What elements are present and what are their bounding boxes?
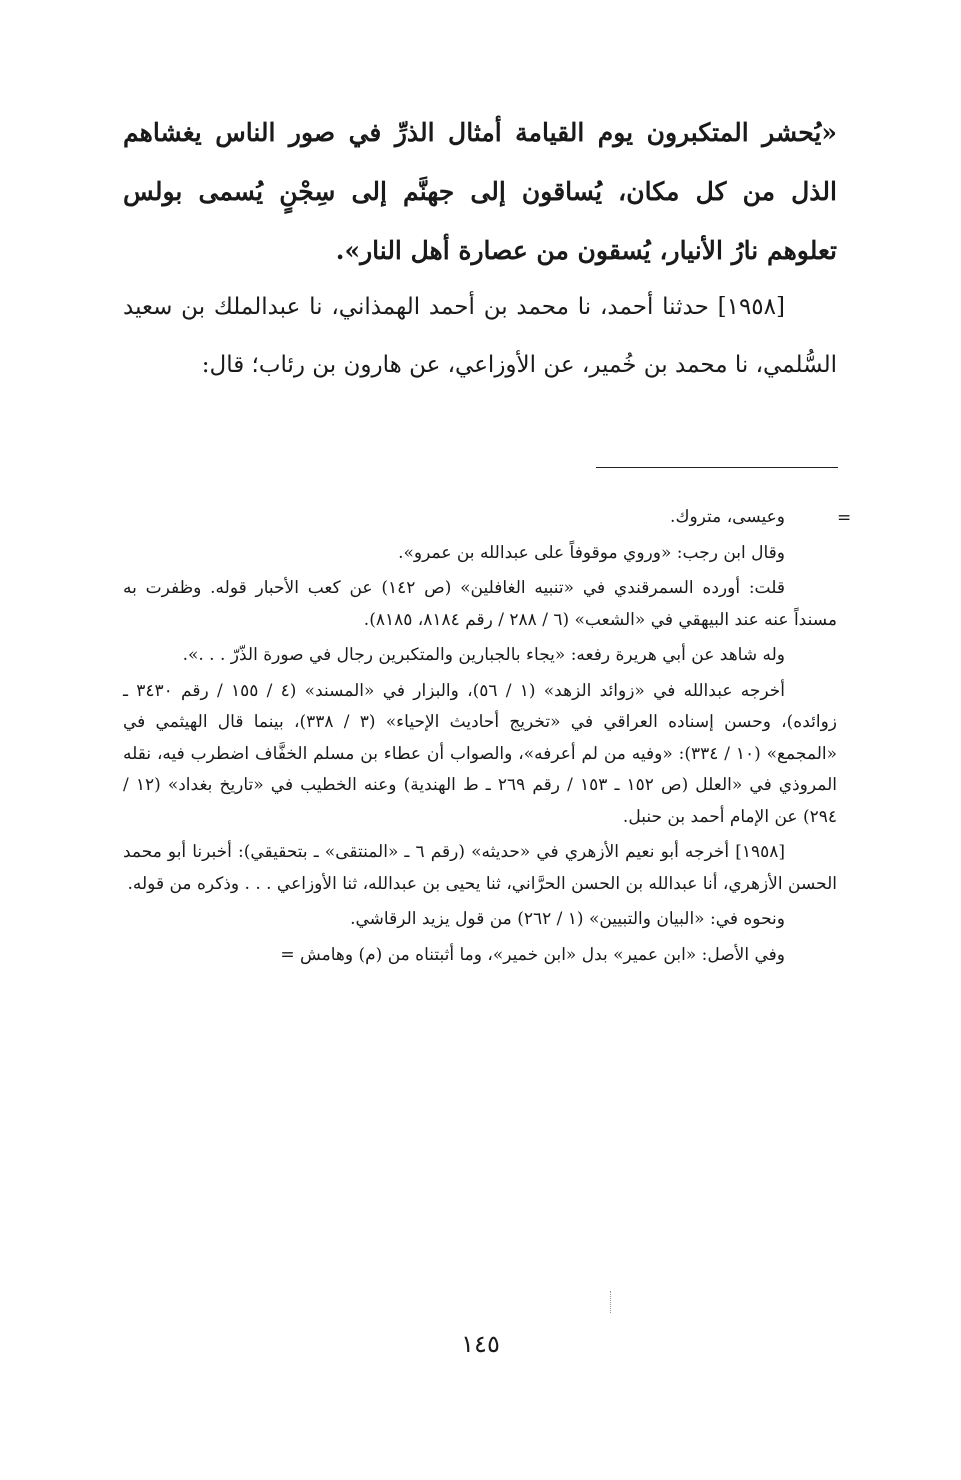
footnote-paragraph: وله شاهد عن أبي هريرة رفعه: «يجاء بالجبارين والمتكبرين رجال في صورة الذّرّ . . .». xyxy=(182,645,785,665)
footnote-paragraph: [١٩٥٨] أخرجه أبو نعيم الأزهري في «حديثه» (رقم ٦ ـ «المنتقى» ـ بتحقيقي): أخبرنا أبو محمد الحسن الأزهري، أنا عبدالله بن الحسن الحرَّاني، ثنا يحيى بن عبدالله، ثنا الأوزاعي . . . وذكره من قوله. xyxy=(123,842,837,894)
footnote-line: وعيسى، متروك. xyxy=(670,507,785,527)
footnote-line: وفي الأصل: «ابن عمير» بدل «ابن خمير»، وما أثبتناه من (م) وهامش = xyxy=(280,944,785,965)
footnotes xyxy=(123,502,837,975)
footnote-line: ونحوه في: «البيان والتبيين» (١ / ٢٦٢) من قول يزيد الرقاشي. xyxy=(350,909,785,929)
scan-speck xyxy=(610,1291,613,1313)
footnote-paragraph: أخرجه عبدالله في «زوائد الزهد» (١ / ٥٦)، والبزار في «المسند» (٤ / ١٥٥ / رقم ٣٤٣٠ ـ زوائده)، وحسن إسناده العراقي في «تخريج أحاديث الإحياء» (٣ / ٣٣٨)، بينما قال الهيثمي في «المجمع» (١٠ / ٣٣٤): «وفيه من لم أعرفه»، والصواب أن عطاء بن مسلم الخفَّاف اضطرب فيه، نقله المروذي في «العلل (ص ١٥٢ ـ ١٥٣ / رقم ٢٦٩ ـ ط الهندية) وعنه الخطيب في «تاريخ بغداد» (١٢ / ٢٩٤) عن الإمام أحمد بن حنبل. xyxy=(123,680,837,827)
footnote-paragraph: قلت: أورده السمرقندي في «تنبيه الغافلين» (ص ١٤٢) عن كعب الأحبار قوله. وظفرت به مسنداً عنه عند البيهقي في «الشعب» (٦ / ٢٨٨ / رقم ٨١٨٤، ٨١٨٥). xyxy=(123,578,837,630)
footnote-continuation-mark: = xyxy=(837,508,852,528)
footnote-separator xyxy=(596,467,838,468)
hadith-text: «يُحشر المتكبرون يوم القيامة أمثال الذرِّ في صور الناس يغشاهم الذل من كل مكان، يُساقون إلى جهنَّم إلى سِجْنٍ يُسمى بولس تعلوهم نارُ الأنيار، يُسقون من عصارة أهل النار». xyxy=(123,118,837,265)
footnote-line: وقال ابن رجب: «وروي موقوفاً على عبدالله بن عمرو». xyxy=(398,542,785,563)
isnad-paragraph: [١٩٥٨] حدثنا أحمد، نا محمد بن أحمد الهمذاني، نا عبدالملك بن سعيد السُّلمي، نا محمد بن خُمير، عن الأوزاعي، عن هارون بن رئاب؛ قال: xyxy=(123,294,837,378)
page-number: ١٤٥ xyxy=(461,1330,500,1358)
